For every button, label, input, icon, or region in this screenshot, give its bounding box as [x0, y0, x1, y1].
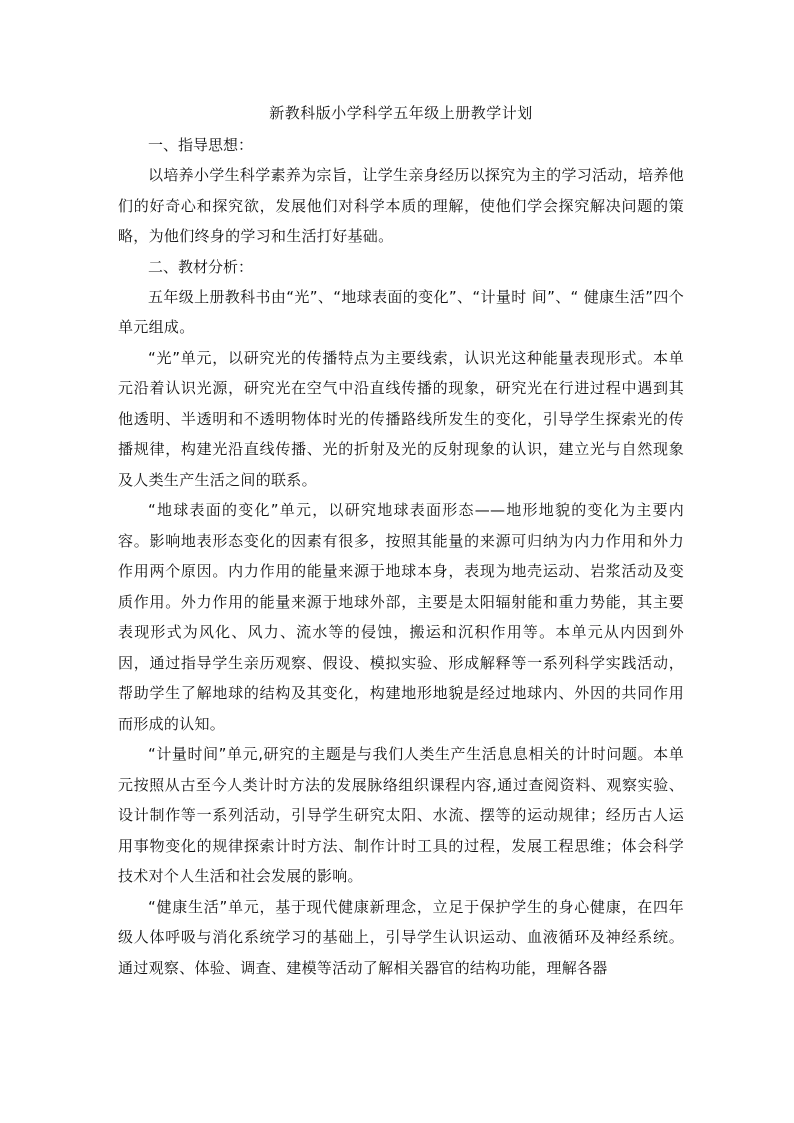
paragraph-unit-earth-surface: “地球表面的变化”单元，以研究地球表面形态——地形地貌的变化为主要内容。影响地表形态变化的因素有很多，按照其能量的来源可归纳为内力作用和外力作用两个原因。内力作用的能量来源于地球本身，表现为地壳运动、岩浆活动及变质作用。外力作用的能量来源于地球外部，主要是太阳辐射能和重力势能，其主要表现形式为风化、风力、流水等的侵蚀，搬运和沉积作用等。本单元从内因到外因，通过指导学生亲历观察、假设、模拟实验、形成解释等一系列科学实践活动，帮助学生了解地球的结构及其变化，构建地形地貌是经过地球内、外因的共同作用而形成的认知。: [118, 501, 684, 733]
section-heading-guiding-idea: 一、指导思想：: [148, 136, 254, 154]
section-heading-textbook-analysis: 二、教材分析：: [148, 257, 254, 276]
paragraph-unit-healthy-living: “健康生活”单元，基于现代健康新理念，立足于保护学生的身心健康，在四年级人体呼吸与消化系统学习的基础上，引导学生认识运动、血液循环及神经系统。通过观察、体验、调查、建模等活动了解相关器官的结构功能，理解各器: [118, 897, 684, 977]
paragraph-unit-measuring-time: “计量时间”单元,研究的主题是与我们人类生产生活息息相关的计时问题。本单元按照从古至今人类计时方法的发展脉络组织课程内容,通过查阅资料、观察实验、设计制作等一系列活动，引导学生研究太阳、水流、摆等的运动规律；经历古人运用事物变化的规律探索计时方法、制作计时工具的过程，发展工程思维；体会科学技术对个人生活和社会发展的影响。: [118, 745, 684, 885]
document-body: [118, 100, 684, 983]
paragraph-unit-light: “光”单元，以研究光的传播特点为主要线索，认识光这种能量表现形式。本单元沿着认识光源，研究光在空气中沿直线传播的现象，研究光在行进过程中遇到其他透明、半透明和不透明物体时光的传播路线所发生的变化，引导学生探索光的传播规律，构建光沿直线传播、光的折射及光的反射现象的认识，建立光与自然现象及人类生产生活之间的联系。: [118, 348, 684, 489]
paragraph-guiding-idea: 以培养小学生科学素养为宗旨，让学生亲身经历以探究为主的学习活动，培养他们的好奇心和探究欲，发展他们对科学本质的理解，使他们学会探究解决问题的策略，为他们终身的学习和生活打好基础。: [118, 166, 684, 245]
document-title: 新教科版小学科学五年级上册教学计划: [269, 104, 533, 122]
paragraph-textbook-intro: 五年级上册教科书由“光”、“地球表面的变化”、“计量时 间”、“ 健康生活”四个单元组成。: [118, 287, 684, 336]
